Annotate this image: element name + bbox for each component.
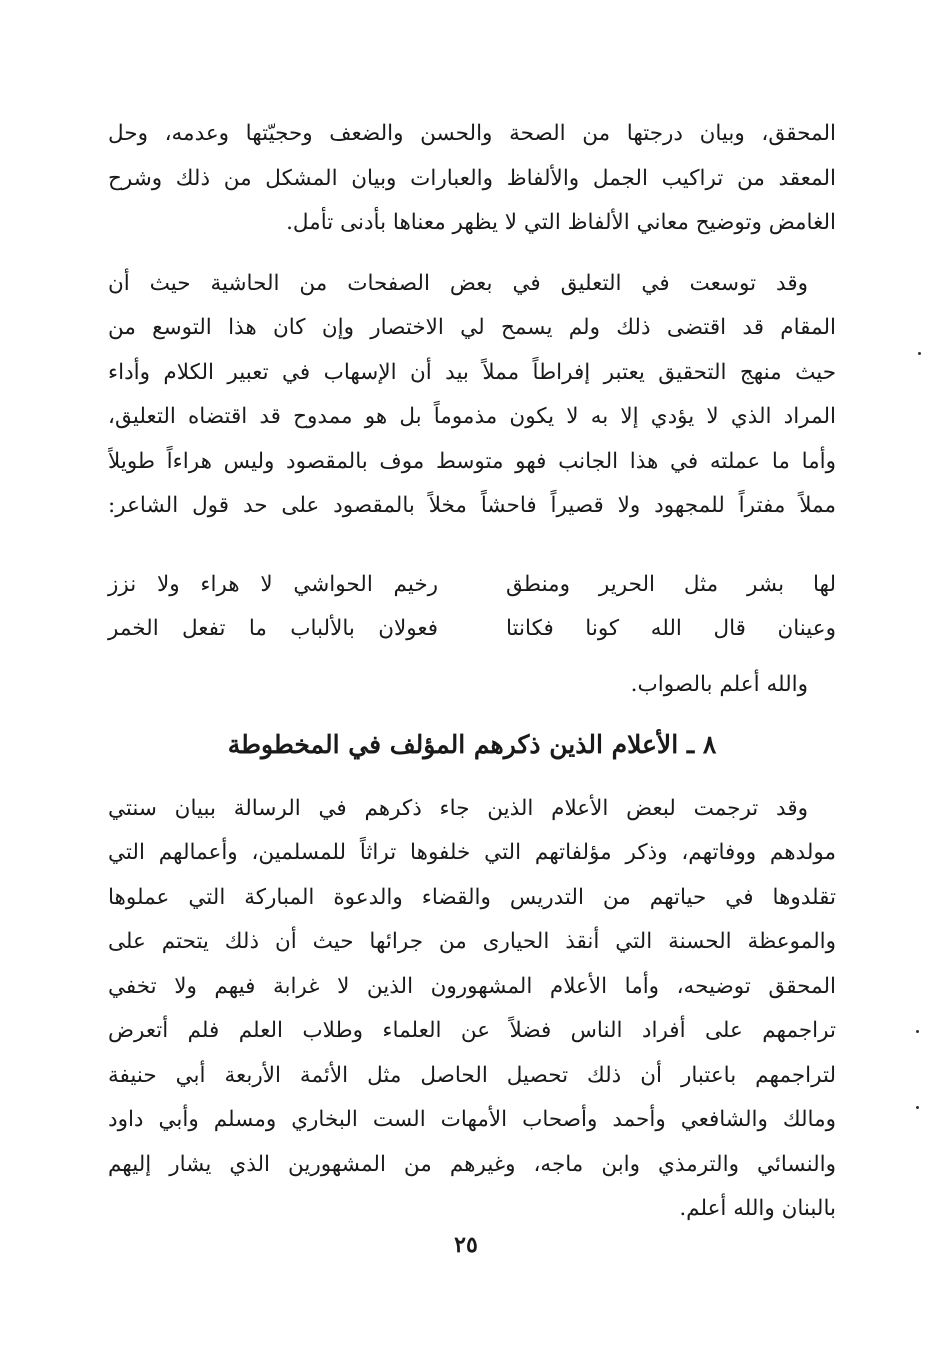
closing-line: والله أعلم بالصواب. <box>630 671 808 697</box>
poem-verses <box>108 563 836 651</box>
text-line: تقلدوها في حياتهم من التدريس والقضاء والدعوة المباركة التي عملوها <box>108 884 836 910</box>
text-line: المحقق توضيحه، وأما الأعلام المشهورون الذين لا غرابة فيهم ولا تخفي <box>108 973 836 999</box>
poem-second-hemistich: فعولان بالألباب ما تفعل الخمر <box>108 615 438 641</box>
section-heading: ٨ ـ الأعلام الذين ذكرهم المؤلف في المخطوطة <box>227 729 717 759</box>
text-line: المحقق، وبيان درجتها من الصحة والحسن والضعف وحجيّتها وعدمه، وحل <box>108 121 836 146</box>
text-line: وقد ترجمت لبعض الأعلام الذين جاء ذكرهم في الرسالة ببيان سنتي <box>108 795 808 821</box>
text-line: حيث منهج التحقيق يعتبر إفراطاً مملاً بيد أن الإسهاب في تعبير الكلام وأداء <box>108 359 836 385</box>
text-line: الغامض وتوضيح معاني الألفاظ التي لا يظهر معناها بأدنى تأمل. <box>286 210 836 235</box>
poem-verse <box>108 563 836 607</box>
poem-first-hemistich: وعينان قال الله كونا فكانتا <box>506 615 836 641</box>
text-line: مولدهم ووفاتهم، وذكر مؤلفاتهم التي خلفوها تراثاً للمسلمين، وأعمالهم التي <box>108 840 836 865</box>
poem-first-hemistich: لها بشر مثل الحرير ومنطق <box>506 571 836 597</box>
page-body <box>108 112 836 1232</box>
text-line: مملاً مفتراً للمجهود ولا قصيراً فاحشاً مخلاً بالمقصود على حد قول الشاعر: <box>108 493 836 518</box>
text-line: والنسائي والترمذي وابن ماجه، وغيرهم من المشهورين الذي يشار إليهم <box>108 1151 836 1177</box>
text-line: وقد توسعت في التعليق في بعض الصفحات من الحاشية حيث أن <box>108 270 808 296</box>
scan-speck <box>916 1030 919 1033</box>
page-number: ٢٥ <box>454 1232 478 1258</box>
text-line: لتراجمهم باعتبار أن ذلك تحصيل الحاصل مثل الأئمة الأربعة أبي حنيفة <box>108 1062 836 1088</box>
text-line: المعقد من تراكيب الجمل والألفاظ والعبارات وبيان المشكل من ذلك وشرح <box>108 165 836 191</box>
paragraph-intro <box>108 112 836 246</box>
scan-speck <box>918 352 921 355</box>
scan-speck <box>916 1106 919 1109</box>
text-line: تراجمهم على أفراد الناس فضلاً عن العلماء وطلاب العلم فلم أتعرض <box>108 1018 836 1043</box>
poem-second-hemistich: رخيم الحواشي لا هراء ولا نزز <box>108 571 438 597</box>
text-line: وأما ما عملته في هذا الجانب فهو متوسط موف بالمقصود وليس هراءاً طويلاً <box>108 448 836 474</box>
paragraph-commentary <box>108 262 836 529</box>
text-line: والموعظة الحسنة التي أنقذ الحيارى من جرائها حيث أن ذلك يتحتم على <box>108 929 836 954</box>
text-line: ومالك والشافعي وأحمد وأصحاب الأمهات الست البخاري ومسلم وأبي داود <box>108 1107 836 1132</box>
text-line: المراد الذي لا يؤدي إلا به لا يكون مذموماً بل هو ممدوح قد اقتضاه التعليق، <box>108 404 836 429</box>
poem-verse <box>108 607 836 651</box>
text-line: المقام قد اقتضى ذلك ولم يسمح لي الاختصار وإن كان هذا التوسع من <box>108 315 836 340</box>
paragraph-biographies <box>108 787 836 1232</box>
text-line: بالبنان والله أعلم. <box>679 1196 836 1221</box>
